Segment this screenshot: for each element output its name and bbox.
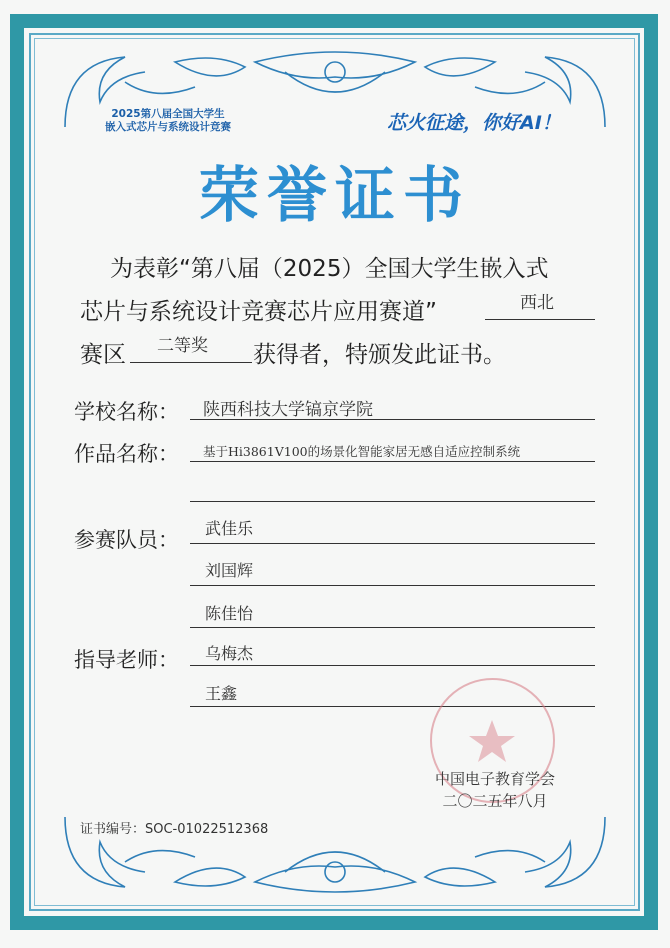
- work-label: 作品名称：: [74, 442, 179, 466]
- region-underline: [485, 319, 595, 320]
- issuer: [410, 768, 580, 812]
- competition-logo-line1: 2025第八届全国大学生: [111, 108, 225, 120]
- members-label: 参赛队员：: [74, 528, 179, 552]
- body-line-3-suffix: 获得者，特颁发此证书。: [253, 342, 506, 368]
- member-1-underline: [190, 543, 595, 544]
- member-3: 陈佳怡: [205, 604, 254, 623]
- work-underline-2: [190, 501, 595, 502]
- region-value: 西北: [520, 293, 554, 313]
- competition-logo: [88, 108, 248, 134]
- school-underline: [190, 419, 595, 420]
- certificate-title: 荣誉证书: [199, 161, 471, 231]
- member-2: 刘国辉: [205, 561, 254, 580]
- advisor-1-underline: [190, 665, 595, 666]
- member-2-underline: [190, 585, 595, 586]
- work-value: 基于Hi3861V100的场景化智能家居无感自适应控制系统: [203, 444, 521, 459]
- slogan: 芯火征途，你好AI！: [387, 112, 561, 134]
- advisors-label: 指导老师：: [74, 648, 179, 672]
- member-1: 武佳乐: [205, 519, 254, 538]
- body-line-1: 为表彰“第八届（2025）全国大学生嵌入式: [110, 256, 549, 282]
- work-underline: [190, 461, 595, 462]
- school-label: 学校名称：: [74, 400, 179, 424]
- advisor-2: 王鑫: [205, 684, 238, 703]
- issuer-date: 二〇二五年八月: [442, 792, 548, 810]
- school-value: 陕西科技大学镐京学院: [203, 400, 373, 420]
- member-3-underline: [190, 627, 595, 628]
- certificate-number: 证书编号：SOC-01022512368: [80, 822, 269, 837]
- competition-logo-line2: 嵌入式芯片与系统设计竞赛: [105, 121, 231, 133]
- body-line-3-prefix: 赛区: [80, 342, 126, 368]
- issuer-org: 中国电子教育学会: [434, 770, 555, 788]
- award-underline: [130, 362, 252, 363]
- award-value: 二等奖: [157, 336, 208, 356]
- body-line-2: 芯片与系统设计竞赛芯片应用赛道”: [80, 299, 437, 325]
- advisor-1: 乌梅杰: [205, 644, 254, 663]
